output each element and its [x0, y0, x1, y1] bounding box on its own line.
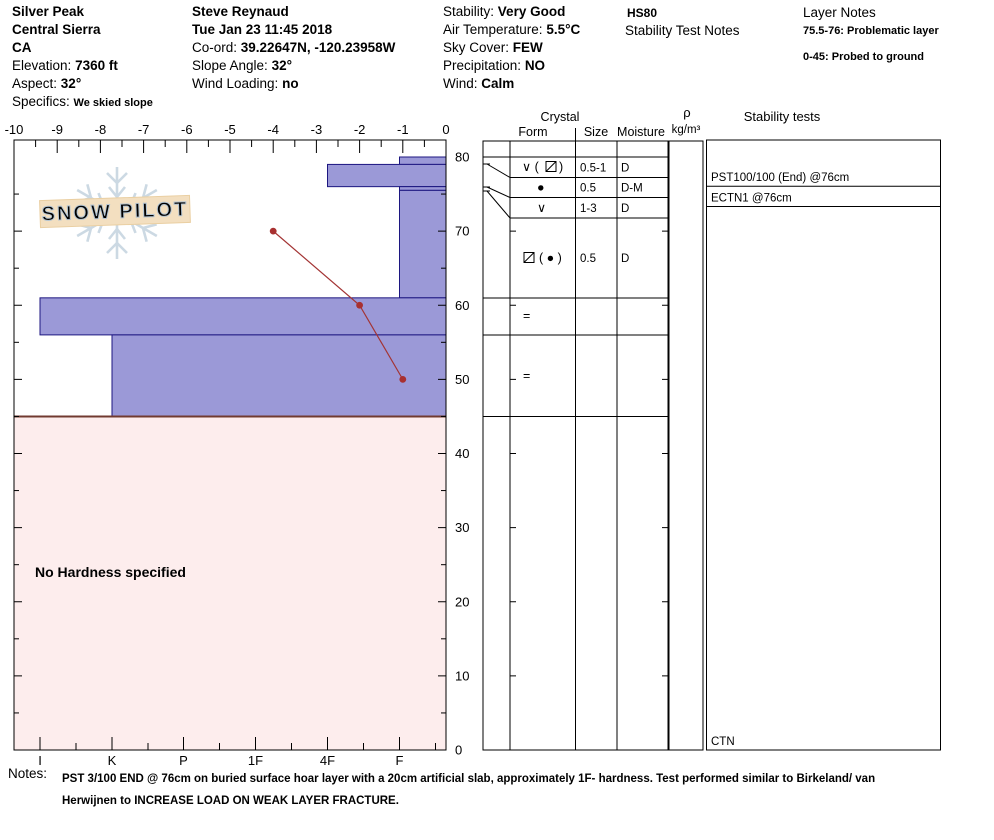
temp-axis-label: -8 [94, 122, 107, 137]
specifics-line: Specifics: We skied slope [12, 94, 153, 109]
depth-axis-label: 40 [455, 446, 470, 461]
hardness-axis-label: F [395, 753, 404, 766]
layer-bar [400, 157, 447, 164]
depth-axis-label: 30 [455, 520, 470, 536]
crystal-row [523, 309, 530, 323]
ladder-connector [487, 187, 510, 198]
layer-bar [400, 190, 447, 297]
state: CA [12, 40, 32, 55]
size-cell: 0.5 [580, 253, 596, 265]
depth-axis-label: 50 [455, 371, 470, 387]
air-temp-line: Air Temperature: 5.5°C [443, 22, 581, 37]
temperature-point [399, 376, 406, 383]
sky-cover-line: Sky Cover: FEW [443, 40, 543, 55]
stability-test-result: ECTN1 @76cm [711, 192, 792, 205]
temp-axis-label: -7 [137, 122, 150, 137]
snowpilot-watermark [40, 195, 191, 227]
region: Central Sierra [12, 22, 101, 37]
notes-section [8, 766, 988, 807]
stability-tests-title: Stability tests [743, 109, 821, 124]
stability-test-result: PST100/100 (End) @76cm [711, 172, 850, 184]
stability-test-result: CTN [711, 736, 735, 748]
layer-bar [400, 187, 447, 191]
depth-axis-label: 0 [455, 742, 463, 758]
temp-axis-label: 0 [442, 122, 450, 137]
form-header: Form [518, 125, 548, 139]
coord-line: Co-ord: 39.22647N, -120.23958W [192, 40, 396, 55]
layer-note-2: 0-45: Probed to ground [803, 51, 924, 63]
form-symbol: ∨ [537, 201, 547, 215]
ladder-connector [487, 191, 510, 218]
notes-label: Notes: [8, 766, 48, 781]
moisture-cell: D [621, 162, 630, 175]
hardness-axis-label: P [179, 753, 188, 766]
stability-test-notes-label: Stability Test Notes [625, 23, 740, 38]
aspect-line: Aspect: 32° [12, 76, 82, 91]
form-symbol: ( ● ) [539, 251, 562, 265]
temp-axis-label: -2 [353, 122, 366, 137]
temp-axis-label: -1 [397, 122, 409, 137]
size-cell: 1-3 [580, 203, 597, 215]
temperature-point [356, 302, 363, 309]
stability-line: Stability: Very Good [443, 4, 566, 19]
temp-axis-label: -10 [4, 122, 24, 137]
watermark-text: SNOW PILOT [41, 198, 189, 226]
moisture-cell: D-M [621, 182, 643, 195]
temp-axis-label: -5 [224, 122, 236, 137]
density-column [669, 141, 703, 750]
form-symbol: = [523, 309, 531, 323]
wind-line: Wind: Calm [443, 76, 515, 91]
depth-axis-label: 10 [455, 668, 470, 684]
hardness-axis-label: I [38, 753, 42, 766]
crystal-row [523, 369, 530, 383]
moisture-header: Moisture [617, 125, 665, 139]
pit-name: Silver Peak [12, 4, 85, 19]
temp-axis-label: -4 [267, 122, 279, 137]
temperature-point [270, 228, 277, 235]
form-symbol: ) [559, 160, 564, 174]
crystal-table-grid [483, 128, 668, 750]
form-symbol: ∨ ( [522, 160, 539, 174]
no-hardness-region [14, 416, 446, 750]
temp-axis-label: -6 [181, 122, 193, 137]
depth-axis-label: 80 [455, 149, 470, 165]
size-cell: 0.5 [580, 182, 596, 195]
depth-axis-label: 70 [455, 223, 470, 239]
crystal-row [537, 201, 629, 215]
depth-axis-label: 20 [455, 594, 470, 610]
crystal-row [524, 251, 629, 265]
hardness-axis-label: 1F [247, 753, 264, 766]
moisture-cell: D [621, 203, 630, 215]
ladder-connector [487, 164, 510, 178]
hardness-axis-label: K [107, 753, 117, 766]
elevation-line: Elevation: 7360 ft [12, 58, 118, 73]
moisture-cell: D [621, 253, 630, 265]
stability-tests-panel [707, 109, 941, 750]
form-symbol: ● [537, 180, 545, 195]
notes-line: Herwijnen to INCREASE LOAD ON WEAK LAYER FRACTURE. [62, 795, 399, 807]
precip-line: Precipitation: NO [443, 58, 546, 73]
faceted-crystal-icon [524, 253, 534, 263]
pit-datetime: Tue Jan 23 11:45 2018 [192, 22, 333, 37]
size-header: Size [583, 125, 609, 139]
density-unit: kg/m³ [671, 124, 701, 136]
no-hardness-label: No Hardness specified [35, 564, 186, 580]
notes-line: PST 3/100 END @ 76cm on buried surface hoar layer with a 20cm artificial slab, approximately 1F- hardness. Test performed similar to Birkeland/ van [62, 773, 876, 785]
notes-text [62, 768, 962, 812]
faceted-crystal-icon [546, 162, 556, 172]
layer-bar [328, 164, 447, 186]
observer-name: Steve Reynaud [192, 4, 289, 19]
temp-axis-label: -9 [51, 122, 63, 137]
layer-notes-title: Layer Notes [803, 5, 876, 20]
hardness-axis-label: 4F [319, 753, 336, 766]
depth-axis-label: 60 [455, 297, 470, 313]
crystal-row [537, 181, 643, 195]
layer-bar [40, 298, 446, 335]
total-height-hs: HS80 [627, 6, 658, 20]
size-cell: 0.5-1 [580, 162, 607, 175]
wind-loading-line: Wind Loading: no [192, 76, 299, 91]
layer-note-1: 75.5-76: Problematic layer [803, 25, 939, 37]
hardness-layer-bars [14, 157, 446, 750]
form-symbol: = [523, 369, 531, 383]
slope-angle-line: Slope Angle: 32° [192, 58, 292, 73]
layer-bar [112, 335, 446, 417]
density-header: ρ [683, 105, 691, 120]
temp-axis-label: -3 [310, 122, 323, 137]
crystal-header: Crystal [540, 110, 580, 124]
